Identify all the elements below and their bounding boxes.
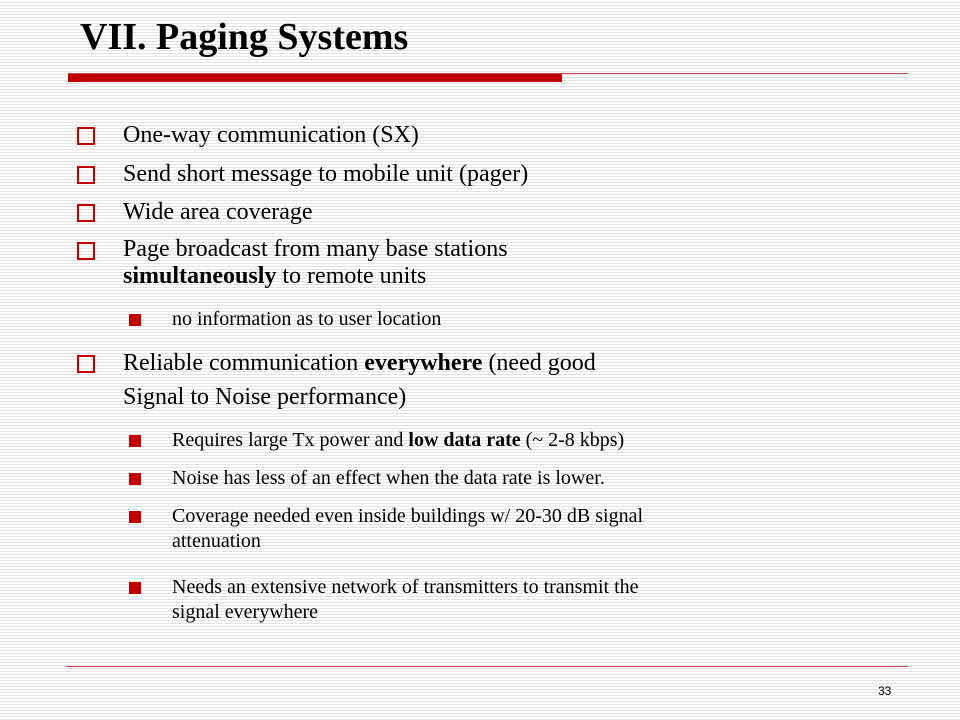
bullet-text-rest: to remote units	[276, 263, 427, 289]
slide-title: VII. Paging Systems	[80, 16, 409, 58]
subbullet-text: Noise has less of an effect when the data rate is lower.	[172, 467, 605, 489]
bullet-item	[123, 198, 313, 227]
subbullet-item	[172, 466, 605, 491]
page-number: 33	[878, 684, 892, 698]
bullet-text: Wide area coverage	[123, 199, 313, 225]
subbullet-text-line1: Needs an extensive network of transmitters to transmit the	[172, 576, 639, 598]
bullet-text-pre: Reliable communication	[123, 350, 365, 376]
bullet-item	[123, 121, 419, 150]
hollow-square-bullet-icon	[77, 204, 95, 222]
hollow-square-bullet-icon	[77, 242, 95, 260]
bullet-item	[123, 346, 596, 414]
subbullet-text-line1: Coverage needed even inside buildings w/ 20-30 dB signal	[172, 505, 644, 527]
hollow-square-bullet-icon	[77, 166, 95, 184]
bullet-bold-text: simultaneously	[123, 263, 277, 289]
bullet-bold-text: everywhere	[364, 350, 483, 376]
bullet-text-post: (need good	[482, 350, 596, 376]
subbullet-item	[172, 575, 639, 625]
subbullet-text-post: (~ 2-8 kbps)	[520, 429, 625, 451]
subbullet-text: no information as to user location	[172, 308, 442, 330]
bullet-text-line1: Page broadcast from many base stations	[123, 236, 508, 262]
filled-square-bullet-icon	[129, 473, 141, 485]
bullet-text: One-way communication (SX)	[123, 122, 419, 148]
filled-square-bullet-icon	[129, 511, 141, 523]
subbullet-item	[172, 307, 441, 332]
bullet-text: Send short message to mobile unit (pager)	[123, 161, 529, 187]
subbullet-bold-text: low data rate	[408, 429, 521, 451]
footer-rule	[66, 666, 908, 667]
filled-square-bullet-icon	[129, 582, 141, 594]
hollow-square-bullet-icon	[77, 127, 95, 145]
bullet-item	[123, 236, 508, 290]
subbullet-text-line2: signal everywhere	[172, 601, 319, 623]
bullet-text-line2: Signal to Noise performance)	[123, 384, 407, 410]
subbullet-text-line2: attenuation	[172, 530, 261, 552]
filled-square-bullet-icon	[129, 435, 141, 447]
subbullet-text-pre: Requires large Tx power and	[172, 429, 409, 451]
bullet-item	[123, 160, 528, 189]
subbullet-item	[172, 428, 624, 453]
hollow-square-bullet-icon	[77, 355, 95, 373]
subbullet-item	[172, 504, 643, 554]
filled-square-bullet-icon	[129, 314, 141, 326]
